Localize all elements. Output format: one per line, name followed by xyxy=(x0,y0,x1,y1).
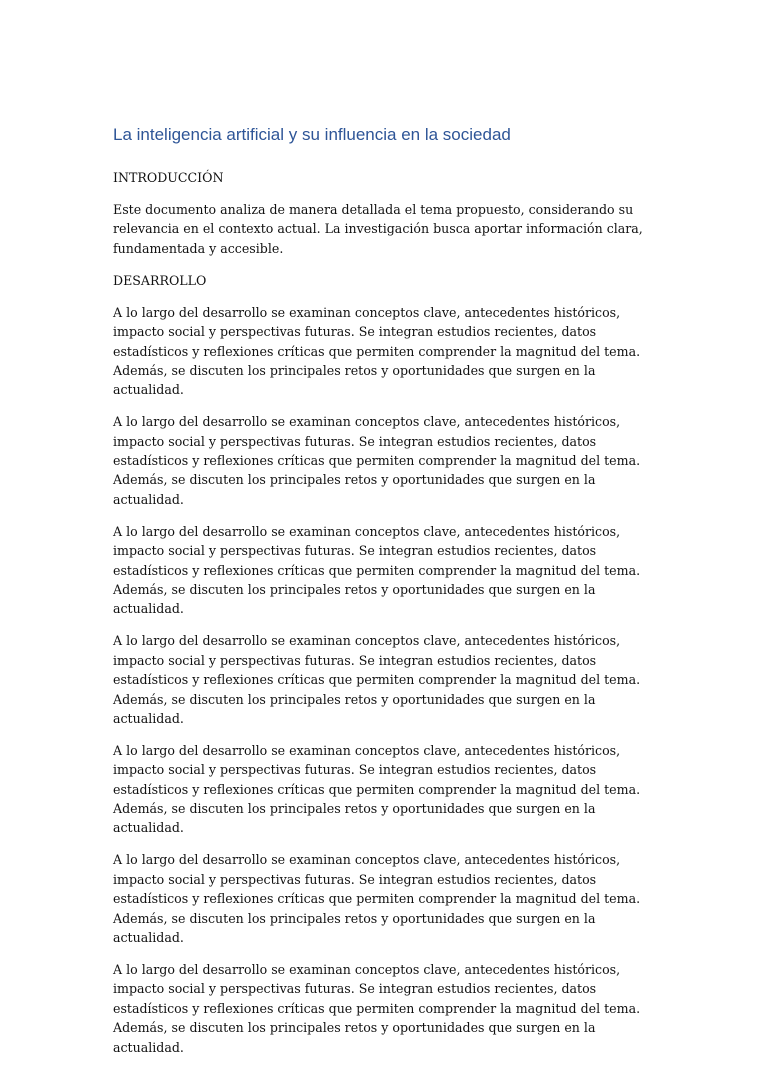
development-paragraph: A lo largo del desarrollo se examinan conceptos clave, antecedentes históricos, impacto social y perspectivas futuras. Se integran estudios recientes, datos estadísticos y reflexiones críticas que permiten comprender la magnitud del tema. Además, se discuten los principales retos y oportunidades que surgen en la actualidad. xyxy=(113,304,641,398)
development-paragraph: A lo largo del desarrollo se examinan conceptos clave, antecedentes históricos, impacto social y perspectivas futuras. Se integran estudios recientes, datos estadísticos y reflexiones críticas que permiten comprender la magnitud del tema. Además, se discuten los principales retos y oportunidades que surgen en la actualidad. xyxy=(113,633,641,726)
development-paragraph: A lo largo del desarrollo se examinan conceptos clave, antecedentes históricos, impacto social y perspectivas futuras. Se integran estudios recientes, datos estadísticos y reflexiones críticas que permiten comprender la magnitud del tema. Además, se discuten los principales retos y oportunidades que surgen en la actualidad. xyxy=(113,742,641,836)
intro-heading: INTRODUCCIÓN xyxy=(113,170,224,185)
development-paragraph: A lo largo del desarrollo se examinan conceptos clave, antecedentes históricos, impacto social y perspectivas futuras. Se integran estudios recientes, datos estadísticos y reflexiones críticas que permiten comprender la magnitud del tema. Además, se discuten los principales retos y oportunidades que surgen en la actualidad. xyxy=(113,414,641,507)
document-page xyxy=(113,122,658,1069)
document-title: La inteligencia artificial y su influencia en la sociedad xyxy=(113,125,511,144)
intro-paragraph: Este documento analiza de manera detallada el tema propuesto, considerando su relevancia en el contexto actual. La investigación busca aportar información clara, fundamentada y accesible. xyxy=(113,202,643,256)
development-paragraph: A lo largo del desarrollo se examinan conceptos clave, antecedentes históricos, impacto social y perspectivas futuras. Se integran estudios recientes, datos estadísticos y reflexiones críticas que permiten comprender la magnitud del tema. Además, se discuten los principales retos y oportunidades que surgen en la actualidad. xyxy=(113,961,641,1055)
development-paragraph: A lo largo del desarrollo se examinan conceptos clave, antecedentes históricos, impacto social y perspectivas futuras. Se integran estudios recientes, datos estadísticos y reflexiones críticas que permiten comprender la magnitud del tema. Además, se discuten los principales retos y oportunidades que surgen en la actualidad. xyxy=(113,523,641,617)
development-heading: DESARROLLO xyxy=(113,272,207,288)
development-paragraph: A lo largo del desarrollo se examinan conceptos clave, antecedentes históricos, impacto social y perspectivas futuras. Se integran estudios recientes, datos estadísticos y reflexiones críticas que permiten comprender la magnitud del tema. Además, se discuten los principales retos y oportunidades que surgen en la actualidad. xyxy=(113,852,641,945)
